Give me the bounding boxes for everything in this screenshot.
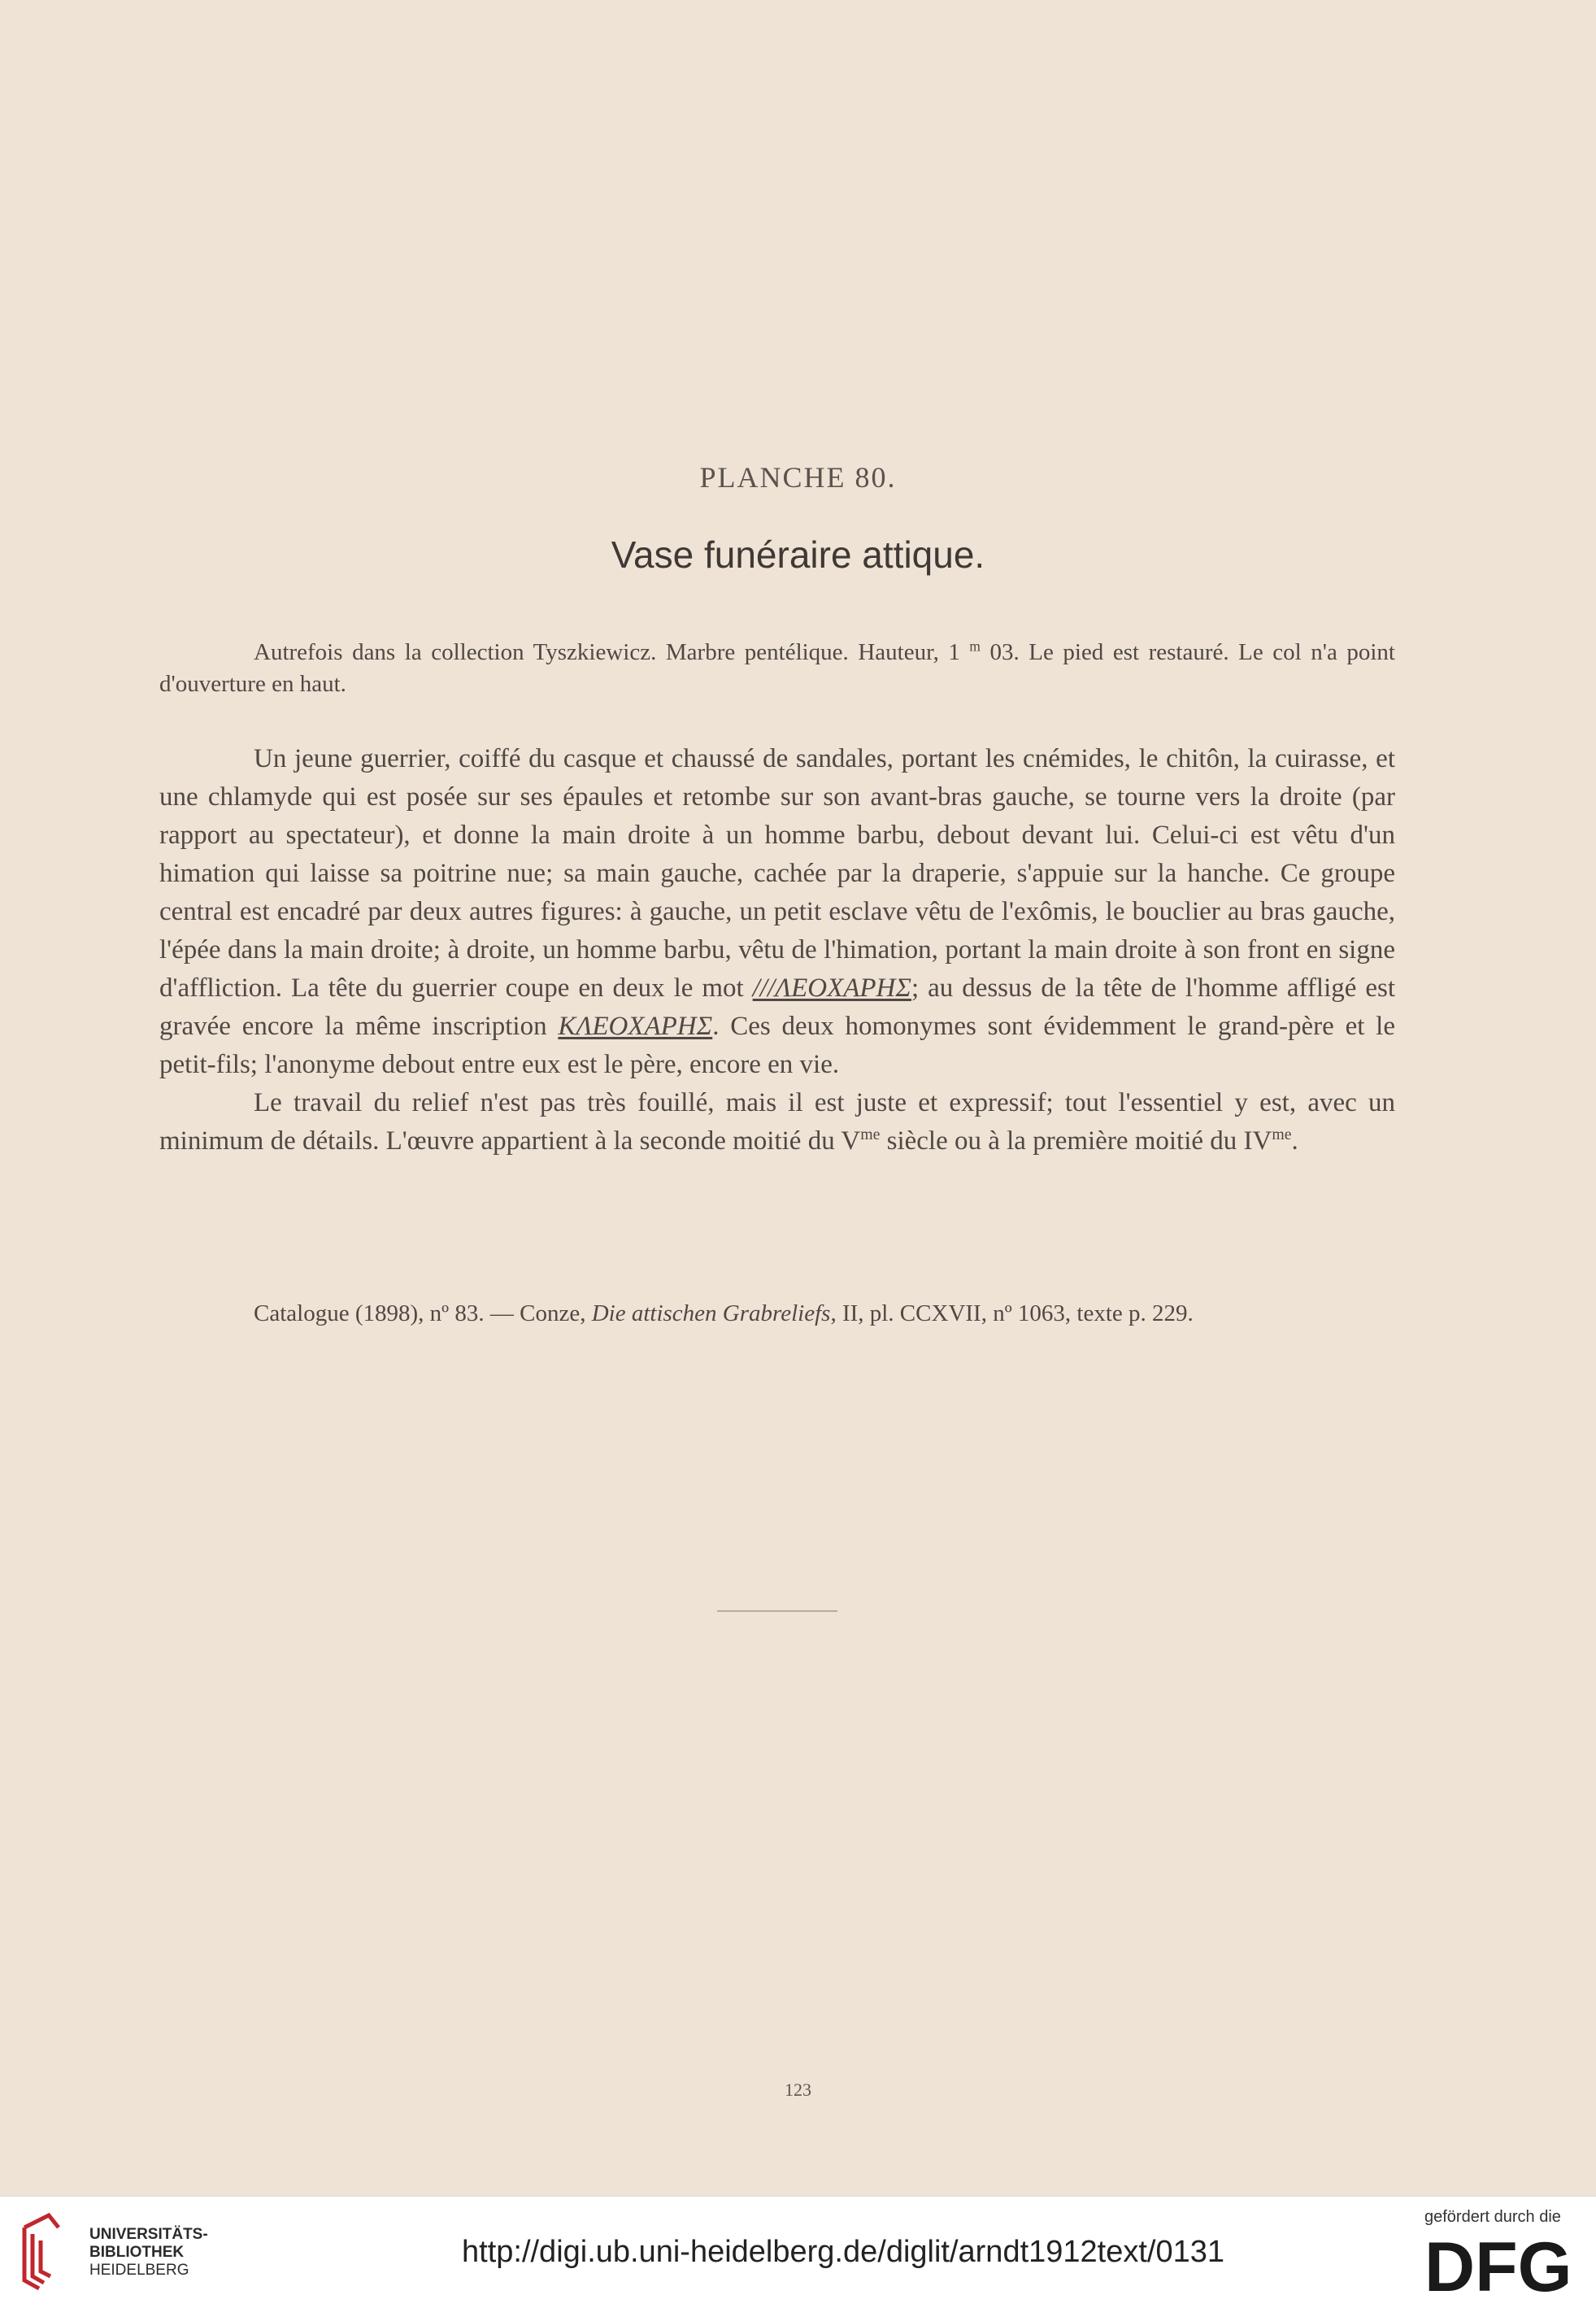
- paragraph-description: Un jeune guerrier, coiffé du casque et chaussé de sandales, portant les cnémides, le chitôn, la cuirasse, et une chlamyde qui est posée sur ses épaules et retombe sur son avant-bras gauche, se tourne vers la droite (par rapport au spectateur), et donne la main droite à un homme barbu, debout devant lui. Celui-ci est vêtu d'un himation qui laisse sa poitrine nue; sa main gauche, cachée par la draperie, s'appuie sur la hanche. Ce groupe central est encadré par deux autres figures: à gauche, un petit esclave vêtu de l'exômis, le bouclier au bras gauche, l'épée dans la main droite; à droite, un homme barbu, vêtu de l'himation, portant la main droite à son front en signe d'affliction. La tête du guerrier coupe en deux le mot ///ΛΕΟΧΑΡΗΣ; au dessus de la tête de l'homme affligé est gravée encore la même inscription ΚΛΕΟΧΑΡΗΣ. Ces deux homonymes sont évidemment le grand-père et le petit-fils; l'anonyme debout entre eux est le père, encore en vie.: [159, 744, 1396, 1079]
- greek-inscription-1: ///ΛΕΟΧΑΡΗΣ: [752, 973, 911, 1003]
- greek-inscription-2: ΚΛΕΟΧΑΡΗΣ: [558, 1012, 713, 1041]
- university-library-logo-icon: [16, 2211, 65, 2293]
- paragraph-assessment: Le travail du relief n'est pas très fouillé, mais il est juste et expressif; tout l'essentiel y est, avec un minimum de détails. L'œuvre appartient à la seconde moitié du $V^{me}$ siècle ou à la première moitié du $IV^{me}$.: [159, 1088, 1395, 1156]
- cited-work-title: Die attischen Grabreliefs: [591, 1300, 831, 1326]
- footer-bar: [0, 2196, 1596, 2308]
- dfg-logo-text: DFG: [1424, 2229, 1572, 2299]
- main-text: [159, 740, 1395, 1161]
- page-number: 123: [785, 2079, 811, 2100]
- document-url-link[interactable]: http://digi.ub.uni-heidelberg.de/diglit/arndt1912text/0131: [462, 2235, 1225, 2269]
- section-divider: [717, 1610, 837, 1612]
- intro-paragraph: Autrefois dans la collection Tyszkiewicz. Marbre pentélique. Hauteur, 1 $^m$ 03. Le pied est restauré. Le col n'a point d'ouverture en haut.: [159, 638, 1395, 697]
- unit-superscript: m: [969, 638, 981, 655]
- page-title: Vase funéraire attique.: [611, 533, 985, 576]
- bibliography: Catalogue (1898), nº 83. — Conze, Die attischen Grabreliefs, II, pl. CCXVII, nº 1063, texte p. 229.: [254, 1300, 1194, 1326]
- dfg-logo-icon: [1424, 2229, 1579, 2299]
- funding-note: gefördert durch die: [1424, 2208, 1561, 2226]
- library-name: UNIVERSITÄTS- BIBLIOTHEK HEIDELBERG: [89, 2226, 208, 2279]
- plate-label: PLANCHE 80.: [699, 461, 897, 494]
